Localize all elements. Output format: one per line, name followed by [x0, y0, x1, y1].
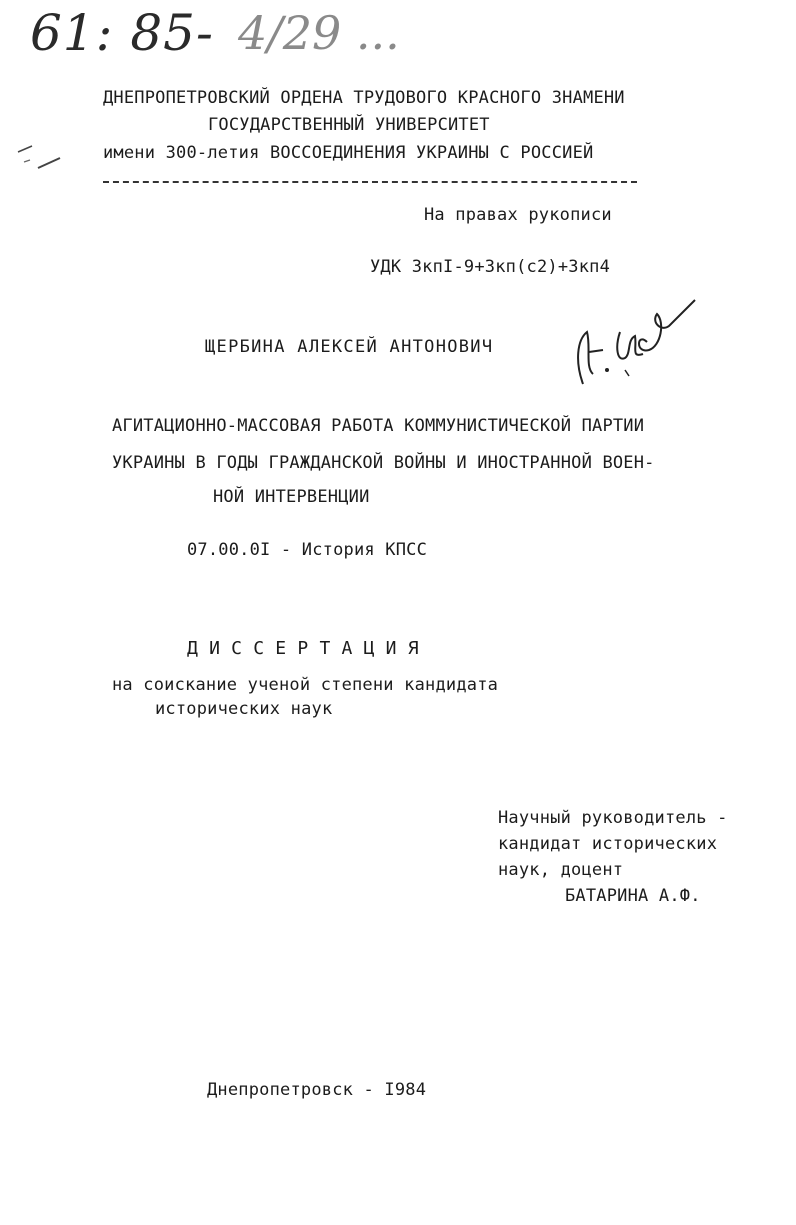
supervisor-line-4: БАТАРИНА А.Ф.	[565, 886, 701, 906]
udk-code: УДК 3кпI-9+3кп(с2)+3кп4	[370, 257, 611, 277]
title-line-3: НОЙ ИНТЕРВЕНЦИИ	[213, 487, 370, 507]
title-line-2: УКРАИНЫ В ГОДЫ ГРАЖДАНСКОЙ ВОЙНЫ И ИНОСТРАННОЙ ВОЕН-	[112, 453, 655, 473]
supervisor-line-3: наук, доцент	[498, 860, 624, 880]
handwritten-archive-number-2: 4/29 ...	[238, 6, 400, 60]
dissertation-line-1: на соискание ученой степени кандидата	[112, 675, 499, 695]
place-and-year: Днепропетровск - I984	[207, 1080, 427, 1100]
handwritten-archive-number: 61: 85-	[30, 4, 214, 62]
university-line-1: ДНЕПРОПЕТРОВСКИЙ ОРДЕНА ТРУДОВОГО КРАСНОГО ЗНАМЕНИ	[103, 88, 625, 108]
author-name: ЩЕРБИНА АЛЕКСЕЙ АНТОНОВИЧ	[205, 337, 494, 357]
supervisor-line-1: Научный руководитель -	[498, 808, 728, 828]
manuscript-rights: На правах рукописи	[424, 205, 612, 225]
dissertation-line-2: исторических наук	[155, 699, 333, 719]
supervisor-line-2: кандидат исторических	[498, 834, 718, 854]
university-line-3: имени 300-летия ВОССОЕДИНЕНИЯ УКРАИНЫ С РОССИЕЙ	[103, 143, 594, 163]
dissertation-heading: Д И С С Е Р Т А Ц И Я	[187, 638, 419, 659]
handwritten-marks	[10, 140, 70, 180]
header-divider	[103, 181, 637, 183]
university-line-2: ГОСУДАРСТВЕННЫЙ УНИВЕРСИТЕТ	[208, 115, 490, 135]
title-line-1: АГИТАЦИОННО-МАССОВАЯ РАБОТА КОММУНИСТИЧЕСКОЙ ПАРТИИ	[112, 416, 645, 436]
signature-icon	[565, 292, 705, 392]
specialty-code: 07.00.0I - История КПСС	[187, 540, 428, 560]
